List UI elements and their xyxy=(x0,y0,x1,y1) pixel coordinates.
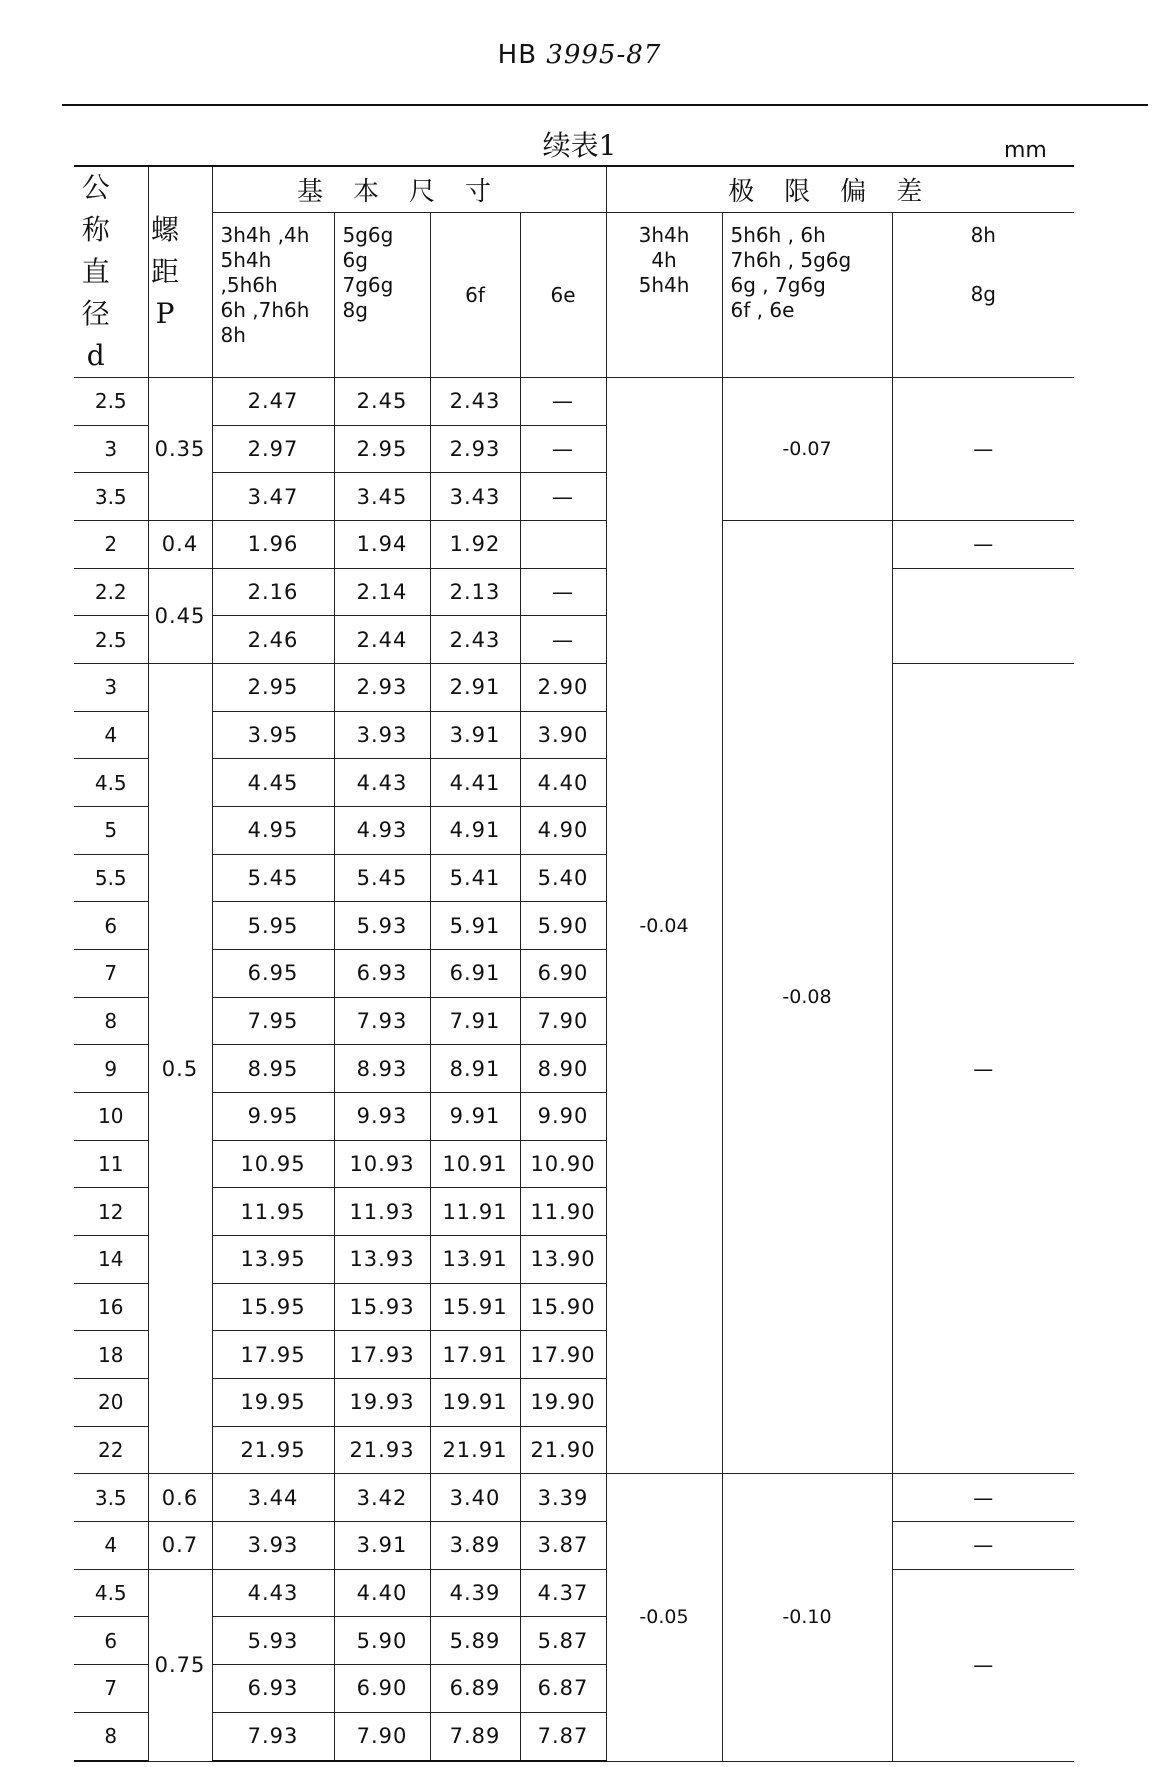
table-row xyxy=(74,378,1074,426)
basic-size-2-cell: 4.93 xyxy=(334,807,430,855)
nominal-diameter-cell: 7 xyxy=(74,950,148,998)
limit-deviation-1-cell: -0.05 xyxy=(606,1474,722,1761)
limit-deviation-3-cell: — xyxy=(892,521,1074,569)
basic-size-1-cell: 1.96 xyxy=(212,521,334,569)
basic-size-4-cell: 17.90 xyxy=(520,1331,606,1379)
basic-size-4-cell: — xyxy=(520,425,606,473)
basic-size-2-cell: 5.90 xyxy=(334,1617,430,1665)
basic-size-4-cell: 15.90 xyxy=(520,1283,606,1331)
limit-deviation-2-cell: -0.08 xyxy=(722,521,892,1474)
basic-size-3-cell: 5.91 xyxy=(430,902,520,950)
nominal-diameter-header xyxy=(74,166,148,378)
nominal-diameter-cell: 3 xyxy=(74,425,148,473)
basic-size-1-cell: 5.45 xyxy=(212,854,334,902)
limit-deviation-3-cell: — xyxy=(892,1522,1074,1570)
basic-col4-header: 6e xyxy=(520,213,606,378)
basic-size-2-cell: 2.45 xyxy=(334,378,430,426)
basic-size-1-cell: 2.46 xyxy=(212,616,334,664)
basic-size-3-cell: 13.91 xyxy=(430,1236,520,1284)
limit-col1-header: 3h4h 4h 5h4h xyxy=(606,213,722,378)
basic-size-2-cell: 4.43 xyxy=(334,759,430,807)
pitch-cell: 0.6 xyxy=(148,1474,212,1522)
limit-col2-header: 5h6h , 6h 7h6h , 5g6g 6g , 7g6g 6f , 6e xyxy=(722,213,892,378)
limit-deviation-2-cell: -0.07 xyxy=(722,378,892,521)
table-row xyxy=(74,664,1074,712)
basic-size-4-cell: 13.90 xyxy=(520,1236,606,1284)
basic-size-3-cell: 7.89 xyxy=(430,1712,520,1761)
limit-deviation-3-cell: — xyxy=(892,664,1074,1474)
basic-size-1-cell: 3.95 xyxy=(212,711,334,759)
basic-size-4-cell: 5.90 xyxy=(520,902,606,950)
basic-size-4-cell: 4.90 xyxy=(520,807,606,855)
nominal-diameter-line1: 公称 xyxy=(81,171,140,246)
pitch-cell: 0.4 xyxy=(148,521,212,569)
nominal-diameter-cell: 7 xyxy=(74,1665,148,1713)
nominal-diameter-cell: 5 xyxy=(74,807,148,855)
basic-size-2-cell: 2.95 xyxy=(334,425,430,473)
basic-size-3-cell: 2.91 xyxy=(430,664,520,712)
basic-size-1-cell: 4.43 xyxy=(212,1569,334,1617)
basic-size-3-cell: 9.91 xyxy=(430,1093,520,1141)
basic-size-2-cell: 9.93 xyxy=(334,1093,430,1141)
nominal-diameter-cell: 2.5 xyxy=(74,616,148,664)
basic-size-1-cell: 15.95 xyxy=(212,1283,334,1331)
basic-size-4-cell: 5.40 xyxy=(520,854,606,902)
basic-size-1-cell: 13.95 xyxy=(212,1236,334,1284)
basic-size-4-cell: 21.90 xyxy=(520,1426,606,1474)
basic-size-2-cell: 10.93 xyxy=(334,1140,430,1188)
pitch-symbol: P xyxy=(155,297,205,330)
basic-size-3-cell: 5.89 xyxy=(430,1617,520,1665)
nominal-diameter-cell: 22 xyxy=(74,1426,148,1474)
basic-size-2-cell: 3.42 xyxy=(334,1474,430,1522)
table-row xyxy=(74,1474,1074,1522)
basic-size-3-cell: 15.91 xyxy=(430,1283,520,1331)
basic-size-1-cell: 2.47 xyxy=(212,378,334,426)
basic-size-3-cell: 1.92 xyxy=(430,521,520,569)
basic-size-3-cell: 17.91 xyxy=(430,1331,520,1379)
basic-size-4-cell: 11.90 xyxy=(520,1188,606,1236)
basic-size-1-cell: 7.95 xyxy=(212,997,334,1045)
basic-size-4-cell: 10.90 xyxy=(520,1140,606,1188)
nominal-diameter-cell: 18 xyxy=(74,1331,148,1379)
table-row xyxy=(74,568,1074,616)
nominal-diameter-cell: 9 xyxy=(74,1045,148,1093)
basic-size-4-cell: 7.87 xyxy=(520,1712,606,1761)
nominal-diameter-cell: 4 xyxy=(74,711,148,759)
basic-size-1-cell: 2.95 xyxy=(212,664,334,712)
basic-size-1-cell: 2.97 xyxy=(212,425,334,473)
basic-size-3-cell: 6.89 xyxy=(430,1665,520,1713)
pitch-cell: 0.75 xyxy=(148,1569,212,1761)
basic-size-1-cell: 8.95 xyxy=(212,1045,334,1093)
basic-size-4-cell: 2.90 xyxy=(520,664,606,712)
basic-size-2-cell: 17.93 xyxy=(334,1331,430,1379)
table-row xyxy=(74,1569,1074,1617)
nominal-diameter-cell: 11 xyxy=(74,1140,148,1188)
basic-size-2-cell: 15.93 xyxy=(334,1283,430,1331)
basic-size-4-cell: 7.90 xyxy=(520,997,606,1045)
basic-size-3-cell: 3.40 xyxy=(430,1474,520,1522)
pitch-header xyxy=(148,166,212,378)
basic-size-3-cell: 6.91 xyxy=(430,950,520,998)
header-rule xyxy=(62,104,1148,106)
basic-size-4-cell: 6.90 xyxy=(520,950,606,998)
basic-size-3-cell: 5.41 xyxy=(430,854,520,902)
basic-size-3-cell: 7.91 xyxy=(430,997,520,1045)
limit-deviation-3-cell xyxy=(892,568,1074,663)
basic-size-4-cell: — xyxy=(520,616,606,664)
nominal-diameter-cell: 4.5 xyxy=(74,759,148,807)
nominal-diameter-cell: 3.5 xyxy=(74,473,148,521)
basic-size-1-cell: 6.93 xyxy=(212,1665,334,1713)
basic-size-1-cell: 9.95 xyxy=(212,1093,334,1141)
nominal-diameter-cell: 6 xyxy=(74,1617,148,1665)
basic-size-3-cell: 10.91 xyxy=(430,1140,520,1188)
nominal-diameter-cell: 3 xyxy=(74,664,148,712)
basic-size-2-cell: 1.94 xyxy=(334,521,430,569)
basic-size-4-cell: 8.90 xyxy=(520,1045,606,1093)
limit-deviation-3-cell: — xyxy=(892,1569,1074,1761)
pitch-cell: 0.45 xyxy=(148,568,212,663)
basic-size-1-cell: 21.95 xyxy=(212,1426,334,1474)
basic-size-2-cell: 6.90 xyxy=(334,1665,430,1713)
basic-size-3-cell: 4.91 xyxy=(430,807,520,855)
basic-size-2-cell: 2.44 xyxy=(334,616,430,664)
basic-col3-header: 6f xyxy=(430,213,520,378)
pitch-cell: 0.5 xyxy=(148,664,212,1474)
nominal-diameter-cell: 4 xyxy=(74,1522,148,1570)
basic-size-4-cell: 3.90 xyxy=(520,711,606,759)
nominal-diameter-cell: 20 xyxy=(74,1379,148,1427)
basic-size-2-cell: 19.93 xyxy=(334,1379,430,1427)
basic-size-2-cell: 3.45 xyxy=(334,473,430,521)
basic-size-2-cell: 21.93 xyxy=(334,1426,430,1474)
table-row xyxy=(74,521,1074,569)
thread-dimension-table xyxy=(74,165,1074,1762)
pitch-line1: 螺 xyxy=(150,213,209,246)
pitch-cell: 0.35 xyxy=(148,378,212,521)
basic-size-3-cell: 3.43 xyxy=(430,473,520,521)
basic-col2-header: 5g6g 6g 7g6g 8g xyxy=(334,213,430,378)
basic-size-4-cell: 5.87 xyxy=(520,1617,606,1665)
basic-size-4-cell: 19.90 xyxy=(520,1379,606,1427)
nominal-diameter-cell: 14 xyxy=(74,1236,148,1284)
nominal-diameter-cell: 3.5 xyxy=(74,1474,148,1522)
basic-size-2-cell: 11.93 xyxy=(334,1188,430,1236)
pitch-cell: 0.7 xyxy=(148,1522,212,1570)
basic-size-4-cell xyxy=(520,521,606,569)
nominal-diameter-cell: 6 xyxy=(74,902,148,950)
basic-size-4-cell: 3.87 xyxy=(520,1522,606,1570)
nominal-diameter-cell: 2.5 xyxy=(74,378,148,426)
basic-size-2-cell: 7.90 xyxy=(334,1712,430,1761)
basic-size-1-cell: 2.16 xyxy=(212,568,334,616)
basic-size-4-cell: — xyxy=(520,473,606,521)
basic-size-2-cell: 6.93 xyxy=(334,950,430,998)
basic-size-4-cell: — xyxy=(520,568,606,616)
nominal-diameter-cell: 8 xyxy=(74,1712,148,1761)
basic-size-3-cell: 11.91 xyxy=(430,1188,520,1236)
nominal-diameter-cell: 4.5 xyxy=(74,1569,148,1617)
nominal-diameter-cell: 16 xyxy=(74,1283,148,1331)
limit-col3-header: 8h 8g xyxy=(892,213,1074,378)
basic-size-4-cell: 6.87 xyxy=(520,1665,606,1713)
limit-deviation-3-cell: — xyxy=(892,1474,1074,1522)
table-caption: 续表1 xyxy=(542,129,617,162)
basic-size-1-cell: 11.95 xyxy=(212,1188,334,1236)
basic-size-2-cell: 7.93 xyxy=(334,997,430,1045)
basic-size-2-cell: 5.93 xyxy=(334,902,430,950)
basic-size-1-cell: 3.47 xyxy=(212,473,334,521)
standard-prefix: HB xyxy=(497,40,538,70)
table-row xyxy=(74,1522,1074,1570)
basic-size-2-cell: 8.93 xyxy=(334,1045,430,1093)
basic-size-1-cell: 6.95 xyxy=(212,950,334,998)
basic-size-4-cell: — xyxy=(520,378,606,426)
limit-deviation-1-cell: -0.04 xyxy=(606,378,722,1474)
basic-size-3-cell: 3.89 xyxy=(430,1522,520,1570)
basic-size-3-cell: 4.41 xyxy=(430,759,520,807)
basic-size-1-cell: 5.93 xyxy=(212,1617,334,1665)
limit-deviation-3-cell: — xyxy=(892,378,1074,521)
basic-size-4-cell: 4.40 xyxy=(520,759,606,807)
basic-size-3-cell: 2.43 xyxy=(430,616,520,664)
basic-col1-header: 3h4h ,4h 5h4h ,5h6h 6h ,7h6h 8h xyxy=(212,213,334,378)
basic-size-1-cell: 3.93 xyxy=(212,1522,334,1570)
pitch-line2: 距 xyxy=(150,255,209,288)
nominal-diameter-symbol: d xyxy=(86,339,135,372)
basic-size-2-cell: 13.93 xyxy=(334,1236,430,1284)
basic-size-3-cell: 19.91 xyxy=(430,1379,520,1427)
basic-size-4-cell: 3.39 xyxy=(520,1474,606,1522)
basic-size-3-cell: 21.91 xyxy=(430,1426,520,1474)
page-header xyxy=(0,40,1159,70)
basic-size-4-cell: 9.90 xyxy=(520,1093,606,1141)
nominal-diameter-cell: 8 xyxy=(74,997,148,1045)
basic-size-4-cell: 4.37 xyxy=(520,1569,606,1617)
basic-size-3-cell: 2.43 xyxy=(430,378,520,426)
basic-size-group-header: 基本尺寸 xyxy=(212,166,606,213)
nominal-diameter-cell: 2 xyxy=(74,521,148,569)
basic-size-1-cell: 19.95 xyxy=(212,1379,334,1427)
nominal-diameter-cell: 5.5 xyxy=(74,854,148,902)
basic-size-3-cell: 8.91 xyxy=(430,1045,520,1093)
basic-size-2-cell: 5.45 xyxy=(334,854,430,902)
nominal-diameter-line2: 直径 xyxy=(81,255,140,330)
basic-size-2-cell: 2.14 xyxy=(334,568,430,616)
basic-size-3-cell: 2.93 xyxy=(430,425,520,473)
basic-size-3-cell: 2.13 xyxy=(430,568,520,616)
limit-deviation-group-header: 极限偏差 xyxy=(606,166,1074,213)
basic-size-1-cell: 3.44 xyxy=(212,1474,334,1522)
basic-size-1-cell: 10.95 xyxy=(212,1140,334,1188)
basic-size-2-cell: 3.91 xyxy=(334,1522,430,1570)
nominal-diameter-cell: 2.2 xyxy=(74,568,148,616)
basic-size-1-cell: 17.95 xyxy=(212,1331,334,1379)
nominal-diameter-cell: 12 xyxy=(74,1188,148,1236)
basic-size-1-cell: 7.93 xyxy=(212,1712,334,1761)
limit-deviation-2-cell: -0.10 xyxy=(722,1474,892,1761)
nominal-diameter-cell: 10 xyxy=(74,1093,148,1141)
unit-label: mm xyxy=(1004,138,1047,163)
basic-size-1-cell: 5.95 xyxy=(212,902,334,950)
basic-size-2-cell: 4.40 xyxy=(334,1569,430,1617)
basic-size-2-cell: 3.93 xyxy=(334,711,430,759)
standard-code: 3995-87 xyxy=(546,40,662,70)
basic-size-3-cell: 4.39 xyxy=(430,1569,520,1617)
basic-size-3-cell: 3.91 xyxy=(430,711,520,759)
basic-size-2-cell: 2.93 xyxy=(334,664,430,712)
basic-size-1-cell: 4.95 xyxy=(212,807,334,855)
basic-size-1-cell: 4.45 xyxy=(212,759,334,807)
